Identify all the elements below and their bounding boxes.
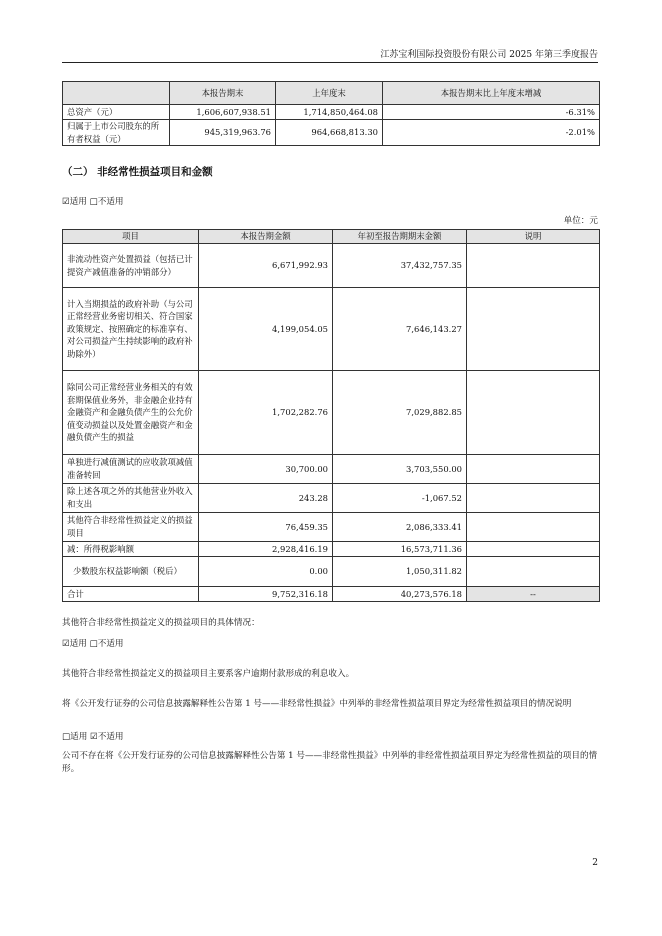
row-note bbox=[467, 244, 600, 288]
row-label: 非流动性资产处置损益（包括已计提资产减值准备的冲销部分） bbox=[63, 244, 199, 288]
row-value: 1,606,607,938.51 bbox=[170, 105, 276, 120]
row-value: 1,050,311.82 bbox=[333, 557, 467, 587]
row-label: 总资产（元） bbox=[63, 105, 170, 120]
table-header-row bbox=[63, 230, 600, 244]
row-value: 964,668,813.30 bbox=[276, 120, 383, 146]
table-header-cell: 年初至报告期期末金额 bbox=[333, 230, 467, 244]
row-label: 除上述各项之外的其他营业外收入和支出 bbox=[63, 484, 199, 513]
table-row bbox=[63, 244, 600, 288]
balance-summary-table bbox=[62, 81, 600, 146]
section-title: （二） 非经常性损益项目和金额 bbox=[62, 166, 213, 178]
row-value: 1,702,282.76 bbox=[199, 371, 333, 455]
row-label: 归属于上市公司股东的所有者权益（元） bbox=[63, 120, 170, 146]
row-value: 1,714,850,464.08 bbox=[276, 105, 383, 120]
row-value: 2,928,416.19 bbox=[199, 542, 333, 557]
row-label: 少数股东权益影响额（税后） bbox=[63, 557, 199, 587]
row-value: 40,273,576.18 bbox=[333, 587, 467, 602]
row-note bbox=[467, 557, 600, 587]
row-value: -2.01% bbox=[383, 120, 600, 146]
table-header-cell: 上年度末 bbox=[276, 82, 383, 105]
table-row bbox=[63, 557, 600, 587]
table-row bbox=[63, 120, 600, 146]
table-row bbox=[63, 484, 600, 513]
row-note bbox=[467, 484, 600, 513]
report-header-title: 江苏宝利国际投资股份有限公司 2025 年第三季度报告 bbox=[380, 50, 598, 60]
row-value: -6.31% bbox=[383, 105, 600, 120]
row-note bbox=[467, 455, 600, 484]
row-value: 30,700.00 bbox=[199, 455, 333, 484]
row-note bbox=[467, 371, 600, 455]
table-row bbox=[63, 288, 600, 371]
row-value: 7,646,143.27 bbox=[333, 288, 467, 371]
table-header-cell: 说明 bbox=[467, 230, 600, 244]
applicable-indicator: ☑适用 □不适用 bbox=[62, 639, 124, 649]
table-row bbox=[63, 513, 600, 542]
row-note: -- bbox=[467, 587, 600, 602]
table-total-row bbox=[63, 587, 600, 602]
row-label: 减：所得税影响额 bbox=[63, 542, 199, 557]
row-value: 37,432,757.35 bbox=[333, 244, 467, 288]
row-value: 243.28 bbox=[199, 484, 333, 513]
row-value: 4,199,054.05 bbox=[199, 288, 333, 371]
table-header-cell: 本报告期末比上年度末增减 bbox=[383, 82, 600, 105]
row-note bbox=[467, 513, 600, 542]
header-divider bbox=[62, 62, 598, 63]
row-label: 单独进行减值测试的应收款项减值准备转回 bbox=[63, 455, 199, 484]
table-header-cell bbox=[63, 82, 170, 105]
applicable-indicator: ☑适用 □不适用 bbox=[62, 197, 124, 207]
row-value: 6,671,992.93 bbox=[199, 244, 333, 288]
table-header-cell: 本报告期金额 bbox=[199, 230, 333, 244]
row-value: 0.00 bbox=[199, 557, 333, 587]
row-value: 76,459.35 bbox=[199, 513, 333, 542]
table-row bbox=[63, 455, 600, 484]
table-header-row bbox=[63, 82, 600, 105]
row-label: 计入当期损益的政府补助（与公司正常经营业务密切相关、符合国家政策规定、按照确定的标准享有、对公司损益产生持续影响的政府补助除外） bbox=[63, 288, 199, 371]
row-value: 2,086,333.41 bbox=[333, 513, 467, 542]
row-value: 945,319,963.76 bbox=[170, 120, 276, 146]
table-header-cell: 项目 bbox=[63, 230, 199, 244]
non-recurring-items-table bbox=[62, 229, 600, 602]
row-value: 9,752,316.18 bbox=[199, 587, 333, 602]
unit-label: 单位：元 bbox=[563, 216, 598, 226]
row-value: 3,703,550.00 bbox=[333, 455, 467, 484]
row-label: 其他符合非经常性损益定义的损益项目 bbox=[63, 513, 199, 542]
table-row bbox=[63, 542, 600, 557]
other-items-intro: 其他符合非经常性损益定义的损益项目的具体情况： bbox=[62, 618, 260, 628]
reclassification-description: 公司不存在将《公开发行证券的公司信息披露解释性公告第 1 号——非经常性损益》中列举的非经常性损益项目界定为经常性损益的项目的情形。 bbox=[62, 751, 598, 774]
applicable-indicator: □适用 ☑不适用 bbox=[62, 732, 124, 742]
table-row bbox=[63, 371, 600, 455]
row-value: 7,029,882.85 bbox=[333, 371, 467, 455]
row-label: 除同公司正常经营业务相关的有效套期保值业务外，非金融企业持有金融资产和金融负债产生的公允价值变动损益以及处置金融资产和金融负债产生的损益 bbox=[63, 371, 199, 455]
table-header-cell: 本报告期末 bbox=[170, 82, 276, 105]
reclassification-intro: 将《公开发行证券的公司信息披露解释性公告第 1 号——非经常性损益》中列举的非经常性损益项目界定为经常性损益项目的情况说明 bbox=[62, 699, 572, 709]
other-items-description: 其他符合非经常性损益定义的损益项目主要系客户逾期付款形成的利息收入。 bbox=[62, 669, 355, 679]
row-label: 合计 bbox=[63, 587, 199, 602]
row-note bbox=[467, 542, 600, 557]
row-note bbox=[467, 288, 600, 371]
row-value: 16,573,711.36 bbox=[333, 542, 467, 557]
table-row bbox=[63, 105, 600, 120]
page-number: 2 bbox=[592, 858, 598, 868]
row-value: -1,067.52 bbox=[333, 484, 467, 513]
